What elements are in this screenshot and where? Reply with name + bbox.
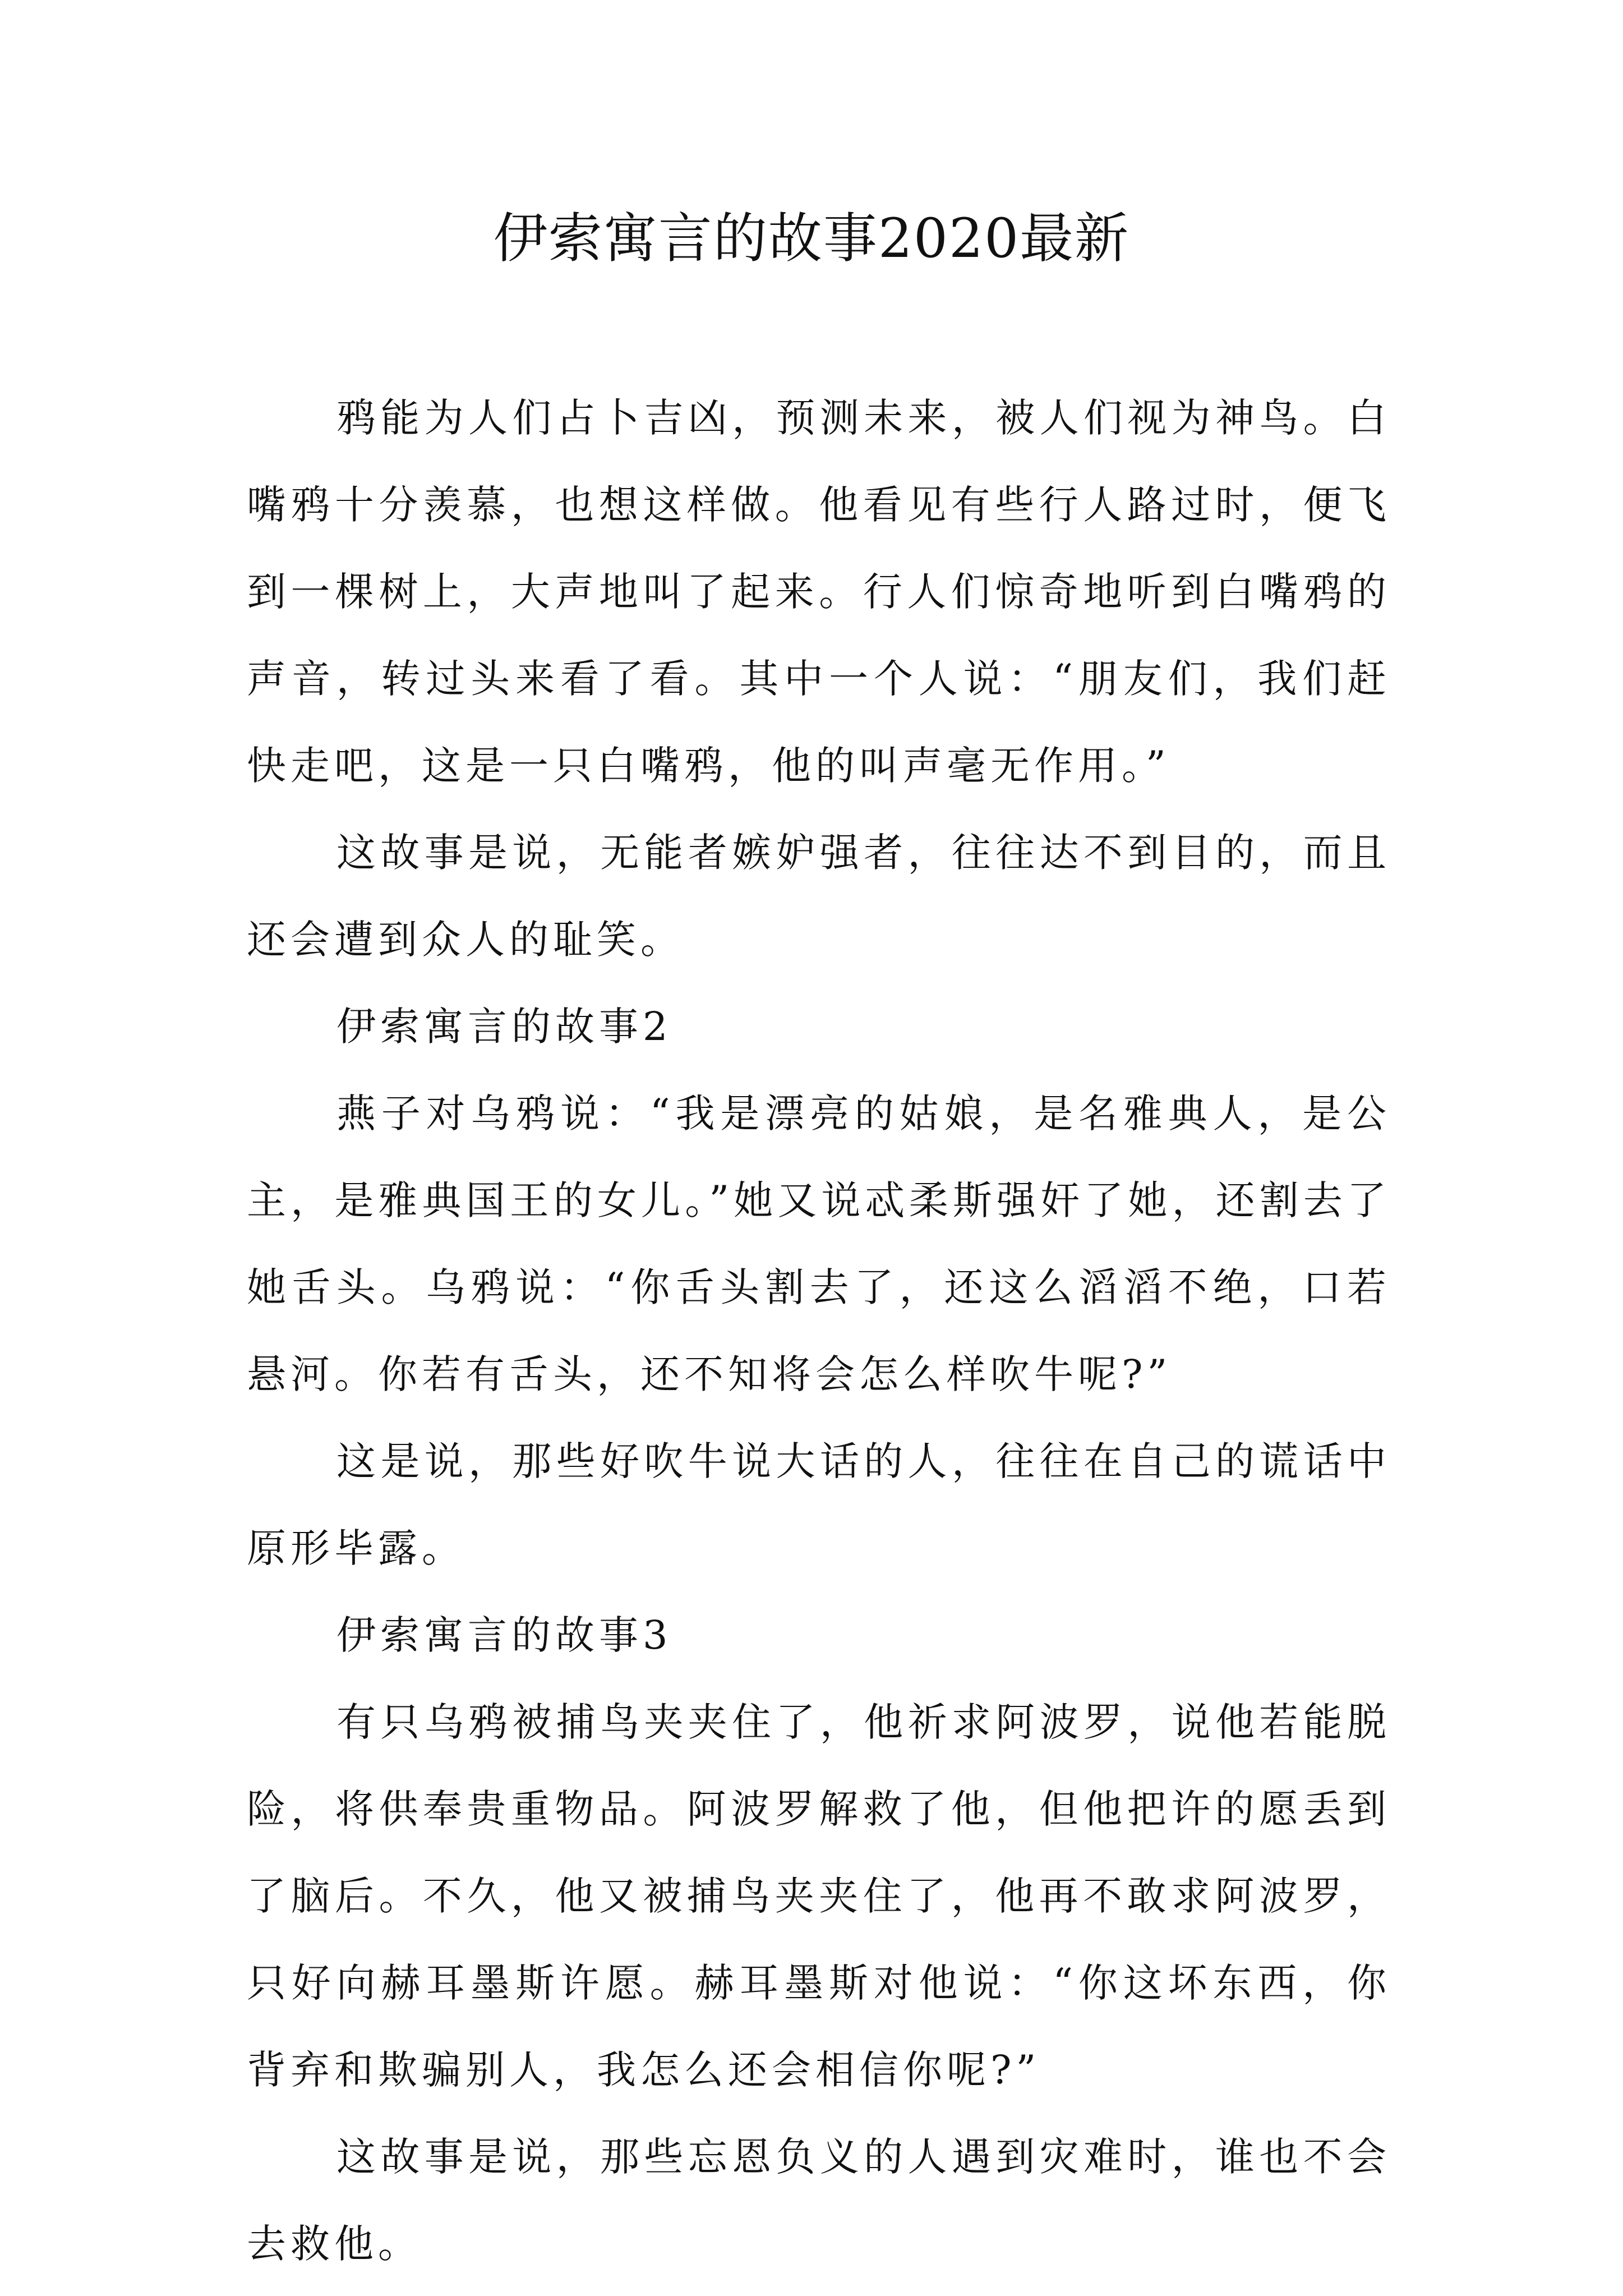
paragraph-story1: 鸦能为人们占卜吉凶，预测未来，被人们视为神鸟。白嘴鸦十分羡慕，也想这样做。他看见有些行人路过时，便飞到一棵树上，大声地叫了起来。行人们惊奇地听到白嘴鸦的声音，转过头来看了看。其中一个人说：“朋友们，我们赶快走吧，这是一只白嘴鸦，他的叫声毫无作用。” bbox=[247, 395, 1391, 789]
section-heading-3: 伊索寓言的故事3 bbox=[336, 1612, 672, 1658]
paragraph-moral3: 这故事是说，那些忘恩负义的人遇到灾难时，谁也不会去救他。 bbox=[247, 2134, 1391, 2267]
section-heading-2: 伊索寓言的故事2 bbox=[336, 1004, 672, 1050]
paragraph-story2: 燕子对乌鸦说：“我是漂亮的姑娘，是名雅典人，是公主，是雅典国王的女儿。”她又说忒柔斯强奸了她，还割去了她舌头。乌鸦说：“你舌头割去了，还这么滔滔不绝，口若悬河。你若有舌头，还不知将会怎么样吹牛呢?” bbox=[247, 1091, 1391, 1397]
document-title: 伊索寓言的故事2020最新 bbox=[493, 207, 1130, 270]
paragraph-story3: 有只乌鸦被捕鸟夹夹住了，他祈求阿波罗，说他若能脱险，将供奉贵重物品。阿波罗解救了他，但他把许的愿丢到了脑后。不久，他又被捕鸟夹夹住了，他再不敢求阿波罗，只好向赫耳墨斯许愿。赫耳墨斯对他说：“你这坏东西，你背弃和欺骗别人，我怎么还会相信你呢?” bbox=[247, 1699, 1391, 2093]
paragraph-moral2: 这是说，那些好吹牛说大话的人，往往在自己的谎话中原形毕露。 bbox=[247, 1438, 1391, 1571]
document-body bbox=[247, 375, 1391, 2288]
paragraph-moral1: 这故事是说，无能者嫉妒强者，往往达不到目的，而且还会遭到众人的耻笑。 bbox=[247, 830, 1391, 963]
